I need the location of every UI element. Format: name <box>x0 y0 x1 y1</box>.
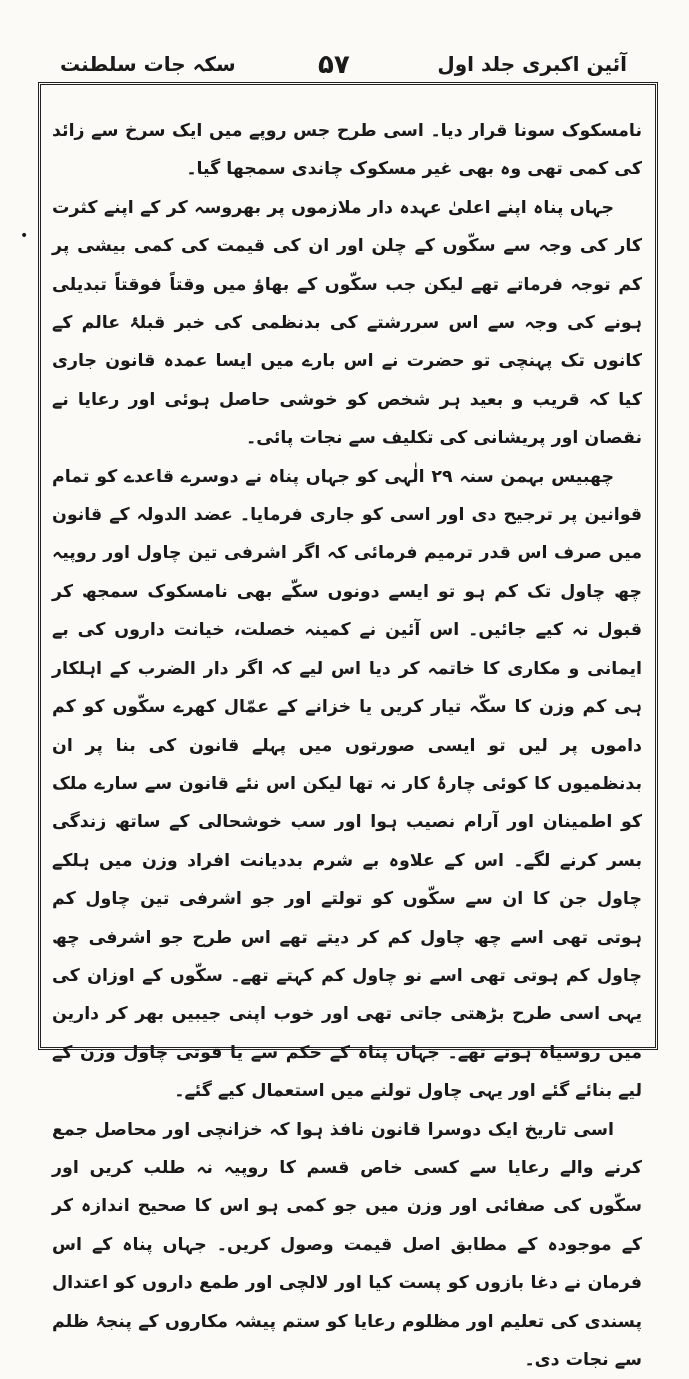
paragraph: نامسکوک سونا قرار دیا۔ اسی طرح جس روپے میں ایک سرخ سے زائد کی کمی تھی وہ بھی غیر مسکوک چاندی سمجھا گیا۔ <box>52 121 642 180</box>
page-header-section-title: سکہ جات سلطنت <box>60 52 236 76</box>
paragraph: چھبیس بہمن سنہ ۲۹ الٰہی کو جہاں پناہ نے دوسرے قاعدے کو تمام قوانین پر ترجیح دی اور اسی کو جاری فرمایا۔ عضد الدولہ کے قانون میں صرف اس قدر ترمیم فرمائی کہ اگر اشرفی تین چاول اور روپیہ چھ چاول تک کم ہو تو ایسے دونوں سکّے بھی نامسکوک سمجھ کر قبول نہ کیے جائیں۔ اس آئین نے کمینہ خصلت، خیانت داروں کی بے ایمانی و مکاری کا خاتمہ کر دیا اس لیے کہ اگر دار الضرب کے اہلکار ہی کم وزن کا سکّہ تیار کریں یا خزانے کے عمّال کھرے سکّوں کو کم داموں پر لیں تو ایسی صورتوں میں پہلے قانون کی بنا پر ان بدنظمیوں کا کوئی چارۂ کار نہ تھا لیکن اس نئے قانون سے سارے ملک کو اطمینان اور آرام نصیب ہوا اور سب خوشحالی کے ساتھ زندگی بسر کرنے لگے۔ اس کے علاوہ بے شرم بددیانت افراد وزن میں ہلکے چاول جن کا ان سے سکّوں کو تولتے اور جو اشرفی تین چاول کم ہوتی تھی اسے چھ چاول کم کر دیتے تھے اس طرح جو اشرفی چھ چاول کم ہوتی تھی اسے نو چاول کم کہتے تھے۔ سکّوں کے اوزان کی یہی اسی طرح بڑھتی جاتی تھی اور خوب اپنی جیبیں بھر کر دارین میں روسیاہ ہوتے تھے۔ جہاں پناہ کے حکم سے یا قوتی چاول وزن کے لیے بنائے گئے اور یہی چاول تولنے میں استعمال کیے گئے۔ <box>52 466 642 1102</box>
page-number: ۵۷ <box>318 50 350 80</box>
margin-mark: • <box>20 228 29 244</box>
paragraph: اسی تاریخ ایک دوسرا قانون نافذ ہوا کہ خزانچی اور محاصل جمع کرنے والے رعایا سے کسی خاص قسم کا روپیہ نہ طلب کریں اور سکّوں کی صفائی اور وزن میں جو کمی ہو اس کا صحیح اندازہ کر کے موجودہ کے مطابق اصل قیمت وصول کریں۔ جہاں پناہ کے اس فرمان نے دغا بازوں کو پست کیا اور لالچی اور طمع داروں کو اعتدال پسندی کی تعلیم اور مظلوم رعایا کو ستم پیشہ مکاروں کے پنجۂ ظلم سے نجات دی۔ <box>52 1119 642 1370</box>
paragraph: جہاں پناہ اپنے اعلیٰ عہدہ دار ملازموں پر بھروسہ کر کے اپنے کثرت کار کی وجہ سے سکّوں کے چلن اور ان کی قیمت کی کمی بیشی پر کم توجہ فرماتے تھے لیکن جب سکّوں کے بھاؤ میں وقتاً فوقتاً تبدیلی ہونے کی وجہ سے اس سررشتے کی بدنظمی کی خبر قبلۂ عالم کے کانوں تک پہنچی تو حضرت نے اس بارے میں ایسا عمدہ قانون جاری کیا کہ قریب و بعید ہر شخص کو خوشی حاصل ہوئی اور رعایا نے نقصان اور پریشانی کی تکلیف سے نجات پائی۔ <box>52 197 642 449</box>
page-header-book-title: آئین اکبری جلد اول <box>437 52 627 76</box>
body-text <box>52 112 642 1370</box>
